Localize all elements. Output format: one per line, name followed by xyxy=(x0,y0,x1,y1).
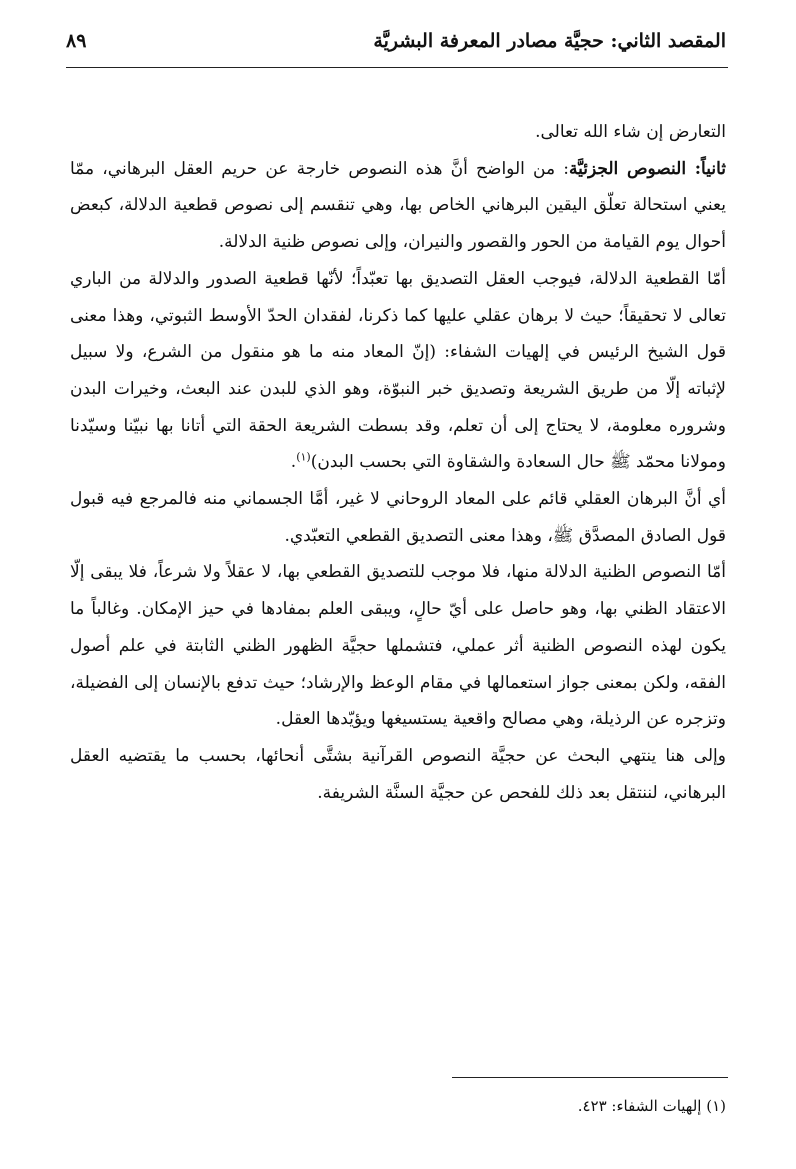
paragraph-1: التعارض إن شاء الله تعالى. xyxy=(535,122,726,142)
footnote-reference[interactable]: (١) xyxy=(296,450,311,464)
main-text xyxy=(70,114,726,811)
paragraph-5: أمّا النصوص الظنية الدلالة منها، فلا موجب للتصديق القطعي بها، لا عقلاً ولا شرعاً، فلا يبقى إلّا الاعتقاد الظني بها، وهو حاصل على أيّ حالٍ، ويبقى العلم بمفادها في حيز الإمكان. وغالباً ما يكون لهذه النصوص الظنية أثر عملي، فتشملها حجيَّة الظهور الظني الثابتة في علم أصول الفقه، ولكن بمعنى جواز استعمالها في مقام الوعظ والإرشاد؛ حيث تدفع بالإنسان إلى الفضيلة، وتزجره عن الرذيلة، وهي مصالح واقعية يستسيغها ويؤيّدها العقل. xyxy=(70,562,726,730)
footnote-divider xyxy=(452,1077,728,1078)
paragraph-2-text: : من الواضح أنَّ هذه النصوص خارجة عن حريم العقل البرهاني، ممّا يعني استحالة تعلّق اليقين البرهاني الخاص بها، وهي تنقسم إلى نصوص قطعية الدلالة، كبعض أحوال يوم القيامة من الحور والقصور والنيران، وإلى نصوص ظنية الدلالة. xyxy=(70,158,726,253)
section-lead: ثانياً: النصوص الجزئيَّة xyxy=(569,158,727,179)
paragraph-6: وإلى هنا ينتهي البحث عن حجيَّة النصوص القرآنية بشتَّى أنحائها، بحسب ما يقتضيه العقل البرهاني، لننتقل بعد ذلك للفحص عن حجيَّة السنَّة الشريفة. xyxy=(70,745,726,803)
page-number: ٨٩ xyxy=(66,30,87,52)
paragraph-3 xyxy=(70,261,726,481)
paragraph-2 xyxy=(70,151,726,261)
footnote: (١) إلهيات الشفاء: ٤٢٣. xyxy=(577,1097,726,1115)
header-divider xyxy=(66,67,728,68)
running-header xyxy=(66,26,726,62)
chapter-title: المقصد الثاني: حجيَّة مصادر المعرفة البشريَّة xyxy=(373,30,726,52)
paragraph-4: أي أنَّ البرهان العقلي قائم على المعاد الروحاني لا غير، أمَّا الجسماني منه فالمرجع فيه قبول قول الصادق المصدَّق ﷺ، وهذا معنى التصديق القطعي التعبّدي. xyxy=(70,489,726,546)
paragraph-3-text: أمّا القطعية الدلالة، فيوجب العقل التصديق بها تعبّداً؛ لأنّها قطعية الصدور والدلالة من الباري تعالى لا تحقيقاً؛ حيث لا برهان عقلي عليها كما ذكرنا، لفقدان الحدّ الأوسط الثبوتي، وهذا معنى قول الشيخ الرئيس في إلهيات الشفاء: (إنّ المعاد منه ما هو منقول من الشرع، ولا سبيل لإثباته إلّا من طريق الشريعة وتصديق خبر النبوّة، وهو الذي للبدن عند البعث، وخيرات البدن وشروره معلومة، لا يحتاج إلى أن تعلم، وقد بسطت الشريعة الحقة التي أتانا بها نبيّنا وسيّدنا ومولانا محمّد ﷺ حال السعادة والشقاوة التي بحسب البدن) xyxy=(70,268,726,473)
paragraph-3-end: . xyxy=(290,452,297,473)
